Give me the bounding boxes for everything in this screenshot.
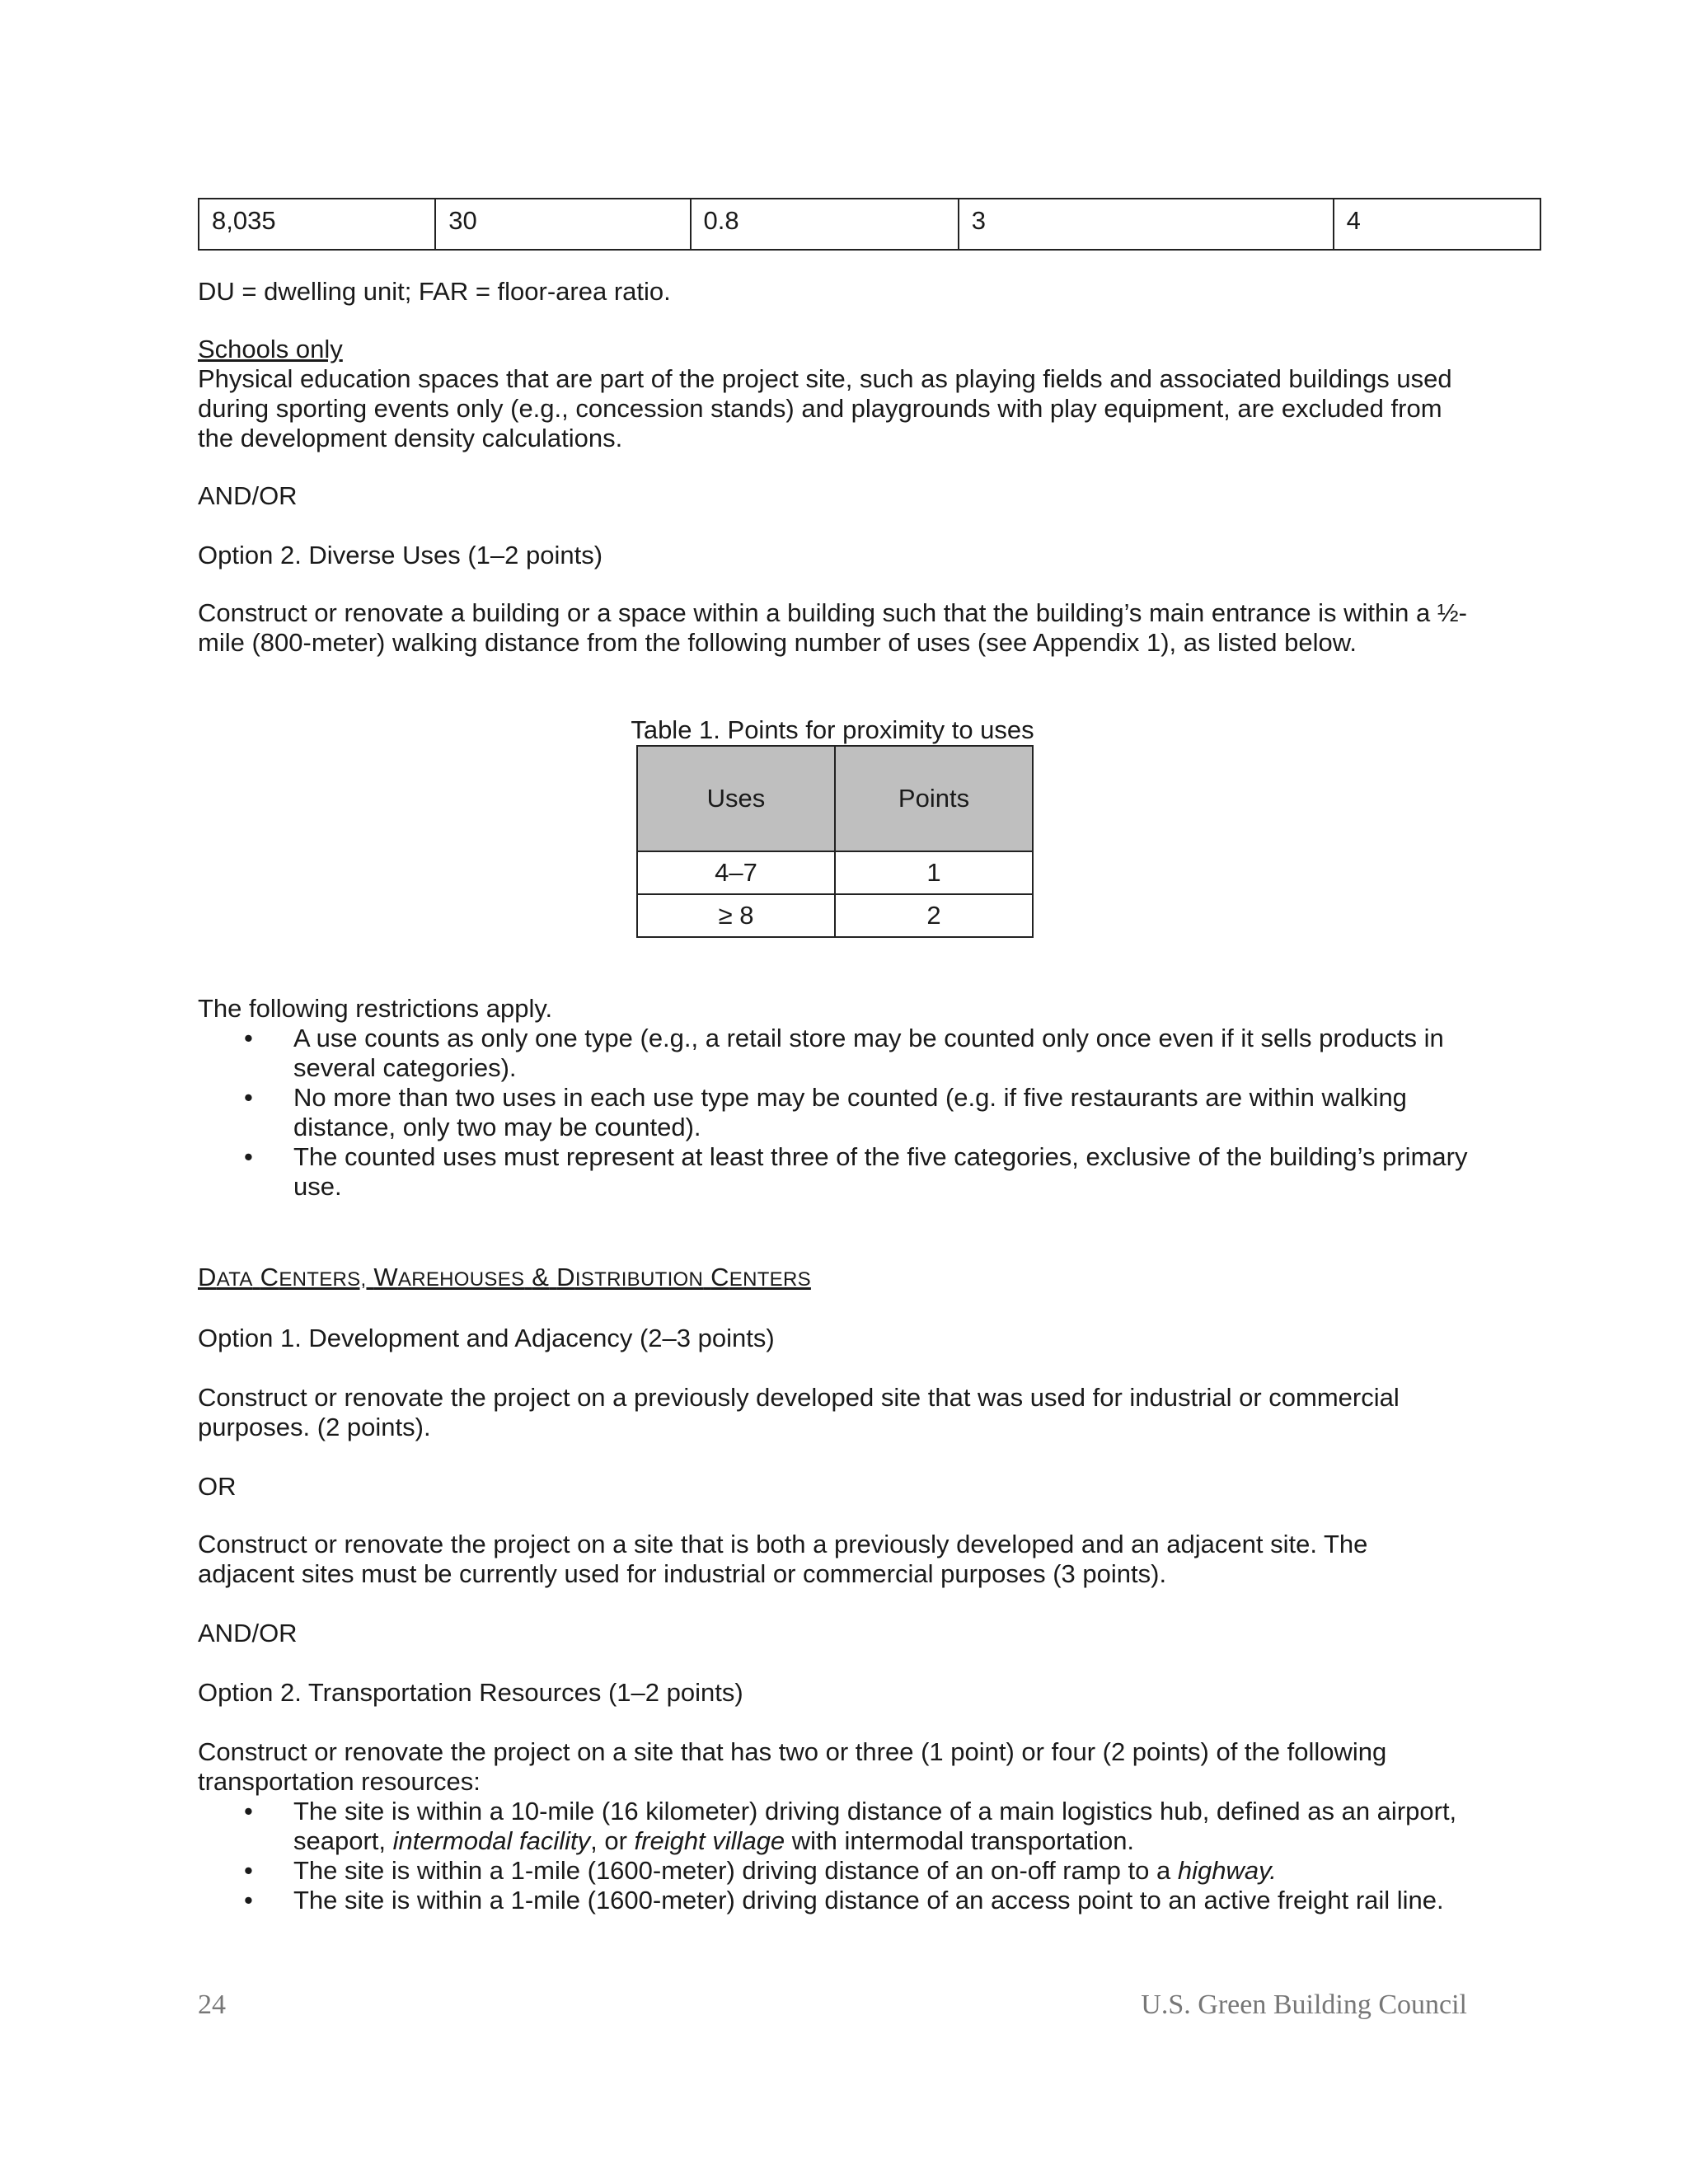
proximity-table — [636, 745, 1034, 938]
footer-org: U.S. Green Building Council — [1141, 1990, 1467, 2020]
restrictions-intro: The following restrictions apply. — [198, 994, 553, 1023]
list-item: • The counted uses must represent at least three of the five categories, exclusive of the building’s primary use. — [244, 1142, 1468, 1201]
and-or-label: AND/OR — [198, 1619, 298, 1647]
table-cell: 30 — [436, 199, 691, 249]
proximity-table-title: Table 1. Points for proximity to uses — [631, 715, 1034, 744]
list-item: • The site is within a 1-mile (1600-meter) driving distance of an access point to an active freight rail line. — [244, 1886, 1444, 1915]
schools-text: Physical education spaces that are part of the project site, such as playing fields and associated buildings used during sporting events only (e.g., concession stands) and playgrounds with play equipment, are excluded from the development density calculations. — [198, 364, 1452, 452]
abbrev-note: DU = dwelling unit; FAR = floor-area ratio. — [198, 277, 671, 306]
table-cell: 3 — [959, 199, 1334, 249]
list-item: • No more than two uses in each use type may be counted (e.g. if five restaurants are within walking distance, only two may be counted). — [244, 1083, 1407, 1141]
table-cell: 8,035 — [199, 199, 436, 249]
table-cell: 4–7 — [637, 851, 835, 894]
table-cell: 0.8 — [692, 199, 959, 249]
table-cell: 4 — [1346, 206, 1361, 235]
table-cell: 1 — [835, 851, 1033, 894]
dc-option1-heading: Option 1. Development and Adjacency (2–3 points) — [198, 1324, 775, 1352]
transport-list — [198, 1797, 1508, 1915]
and-or-label: AND/OR — [198, 481, 298, 510]
schools-heading: Schools only — [198, 335, 343, 363]
table-header-points: Points — [835, 746, 1033, 851]
table-header-uses: Uses — [637, 746, 835, 851]
list-item: • A use counts as only one type (e.g., a retail store may be counted only once even if it sells products in several categories). — [244, 1024, 1444, 1082]
list-item: • The site is within a 1-mile (1600-meter) driving distance of an on-off ramp to a highway. — [244, 1856, 1277, 1885]
table-cell: ≥ 8 — [637, 894, 835, 937]
table-cell: 2 — [835, 894, 1033, 937]
option2-text: Construct or renovate a building or a space within a building such that the building’s main entrance is within a ½-mile (800-meter) walking distance from the following number of uses (see Appendix 1), as listed below. — [198, 598, 1467, 657]
list-item: • The site is within a 10-mile (16 kilometer) driving distance of a main logistics hub, defined as an airport, seaport, intermodal facility, or freight village with intermodal transportation. — [244, 1797, 1457, 1855]
table-row — [637, 894, 1033, 937]
section-heading: DATA CENTERS, WAREHOUSES & DISTRIBUTION CENTERS — [198, 1263, 811, 1291]
page-number: 24 — [198, 1990, 226, 2020]
density-table-row — [198, 198, 1541, 251]
table-row — [637, 851, 1033, 894]
option2-heading: Option 2. Diverse Uses (1–2 points) — [198, 541, 603, 569]
dc-option2-heading: Option 2. Transportation Resources (1–2 points) — [198, 1678, 743, 1707]
dc-option1-text-b: Construct or renovate the project on a site that is both a previously developed and an adjacent site. The adjacent sites must be currently used for industrial or commercial purposes (3 points). — [198, 1530, 1368, 1588]
or-label: OR — [198, 1472, 237, 1501]
dc-option1-text-a: Construct or renovate the project on a previously developed site that was used for industrial or commercial purposes. (2 points). — [198, 1383, 1400, 1441]
dc-option2-text: Construct or renovate the project on a site that has two or three (1 point) or four (2 points) of the following transportation resources: — [198, 1737, 1387, 1796]
restrictions-list — [198, 1024, 1508, 1202]
